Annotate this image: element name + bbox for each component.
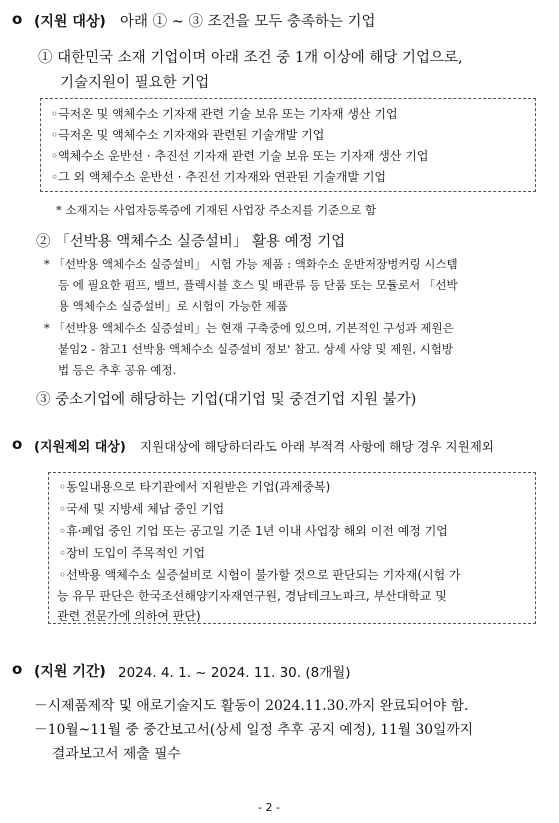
footnote: 법 등은 추후 공유 예정. [58, 363, 177, 377]
box-item: 능 유무 판단은 한국조선해양기자재연구원, 경남테크노파크, 부산대학교 및 [57, 589, 447, 603]
section-bullet: o [12, 660, 23, 678]
period-line: －시제품제작 및 애로기술지도 활동이 2024.11.30.까지 완료되어야 함. [34, 698, 469, 714]
condition-2: ② 「선박용 액체수소 실증설비」 활용 예정 기업 [36, 234, 346, 250]
box-item: ◦선박용 액체수소 실증설비로 시험이 불가할 것으로 판단되는 기자재(시험 가 [59, 568, 461, 582]
condition-3: ③ 중소기업에 해당하는 기업(대기업 및 중견기업 지원 불가) [36, 392, 417, 408]
exclusion-box [48, 472, 536, 624]
footnote: * 「선박용 액체수소 실증설비」는 현재 구축중에 있으며, 기본적인 구성과 제원은 [44, 321, 454, 335]
box-item: ◦휴·폐업 중인 기업 또는 공고일 기준 1년 이내 사업장 해외 이전 예정 기업 [59, 524, 448, 538]
box-item: ◦국세 및 지방세 체납 중인 기업 [59, 502, 225, 516]
box-item: ◦장비 도입이 주목적인 기업 [59, 546, 206, 560]
period-line: 결과보고서 제출 필수 [52, 746, 181, 762]
page-number: - 2 - [258, 801, 280, 814]
condition-1-cont: 기술지원이 필요한 기업 [60, 75, 210, 91]
footnote: * 「선박용 액체수소 실증설비」 시험 가능 제품 : 액화수소 운반저장벙커링 시스템 [44, 257, 458, 271]
section-label: (지원 기간) [34, 664, 106, 680]
box-item: ◦극저온 및 액체수소 기자재와 관련된 기술개발 기업 [51, 128, 325, 142]
section-bullet: o [12, 10, 23, 28]
footnote: 용 액체수소 실증설비」로 시험이 가능한 제품 [58, 299, 288, 313]
condition-1-box [40, 98, 536, 192]
box-item: ◦그 외 액체수소 운반선 · 추진선 기자재와 연관된 기술개발 기업 [51, 170, 387, 184]
period-line: －10월~11월 중 중간보고서(상세 일정 추후 공지 예정), 11월 30일까지 [34, 722, 474, 738]
footnote: * 소재지는 사업자등록증에 기재된 사업장 주소지를 기준으로 함 [56, 203, 377, 217]
section-label: (지원제외 대상) [34, 440, 126, 455]
section-label: (지원 대상) [34, 14, 106, 30]
box-item: ◦극저온 및 액체수소 기자재 관련 기술 보유 또는 기자재 생산 기업 [51, 107, 398, 121]
footnote: 등 에 필요한 펌프, 밸브, 플렉시블 호스 및 배관류 등 단품 또는 모듈로서 「선박 [58, 278, 458, 292]
condition-1: ① 대한민국 소재 기업이며 아래 조건 중 1개 이상에 해당 기업으로, [38, 50, 463, 66]
box-item: ◦동일내용으로 타기관에서 지원받은 기업(과제중복) [59, 480, 331, 494]
section-text: 아래 ① ~ ③ 조건을 모두 충족하는 기업 [120, 14, 376, 30]
section-text: 2024. 4. 1. ~ 2024. 11. 30. (8개월) [118, 665, 351, 681]
box-item: 관련 전문가에 의하여 판단) [57, 609, 201, 623]
section-text: 지원대상에 해당하더라도 아래 부적격 사항에 해당 경우 지원제외 [140, 439, 494, 454]
box-item: ◦액체수소 운반선 · 추진선 기자재 관련 기술 보유 또는 기자재 생산 기업 [51, 149, 429, 163]
footnote: 붙임2 - 참고1 선박용 액체수소 실증설비 정보' 참고. 상세 사양 및 제원, 시험방 [58, 342, 454, 356]
section-bullet: o [12, 435, 23, 453]
